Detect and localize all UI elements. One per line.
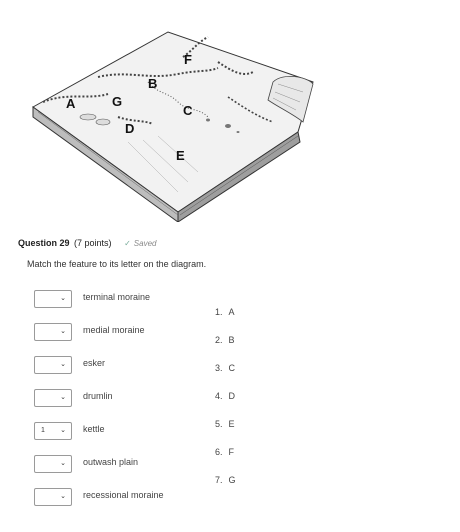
option-item (215, 419, 235, 429)
option-number: 2. (215, 335, 223, 345)
option-number: 4. (215, 391, 223, 401)
kettle-lake (237, 131, 240, 133)
question-points: (7 points) (74, 238, 112, 248)
option-item (215, 475, 236, 485)
match-select-esker[interactable] (34, 356, 72, 374)
term-label: esker (83, 358, 106, 368)
option-letter: D (228, 391, 236, 401)
option-number: 1. (215, 307, 223, 317)
saved-status (124, 239, 156, 248)
term-label: drumlin (83, 391, 113, 401)
option-item (215, 447, 234, 457)
option-number: 7. (215, 475, 223, 485)
glacial-landforms-diagram (28, 22, 328, 222)
match-select-terminal-moraine[interactable] (34, 290, 72, 308)
diagram-letter-f: F (184, 52, 192, 67)
option-number: 3. (215, 363, 223, 373)
question-header (18, 238, 156, 248)
chevron-down-icon: ⌄ (60, 460, 66, 467)
term-label: outwash plain (83, 457, 139, 467)
option-item (215, 335, 235, 345)
match-select-kettle[interactable] (34, 422, 72, 440)
diagram-letter-d: D (125, 121, 135, 136)
check-icon: ✓ (124, 239, 131, 248)
chevron-down-icon: ⌄ (60, 493, 66, 500)
kettle-lake (206, 119, 210, 122)
option-item (215, 391, 235, 401)
option-item (215, 363, 235, 373)
chevron-down-icon: ⌄ (60, 427, 66, 434)
match-select-recessional-moraine[interactable] (34, 488, 72, 506)
diagram-letter-e: E (176, 148, 185, 163)
question-prompt: Match the feature to its letter on the diagram. (27, 259, 207, 269)
option-letter: A (228, 307, 235, 317)
term-label: kettle (83, 424, 105, 434)
chevron-down-icon: ⌄ (60, 394, 66, 401)
option-number: 6. (215, 447, 223, 457)
option-item (215, 307, 235, 317)
term-label: recessional moraine (83, 490, 164, 500)
drumlin (96, 119, 110, 125)
select-value: 1 (41, 427, 45, 434)
diagram-letter-c: C (183, 103, 193, 118)
match-select-medial-moraine[interactable] (34, 323, 72, 341)
question-title: Question 29 (18, 238, 70, 248)
match-select-outwash-plain[interactable] (34, 455, 72, 473)
option-letter: G (228, 475, 236, 485)
option-letter: C (228, 363, 236, 373)
drumlin (80, 114, 96, 120)
match-select-drumlin[interactable] (34, 389, 72, 407)
chevron-down-icon: ⌄ (60, 295, 66, 302)
saved-label: Saved (133, 239, 157, 248)
option-letter: E (228, 419, 235, 429)
diagram-letter-a: A (66, 96, 76, 111)
term-label: terminal moraine (83, 292, 151, 302)
chevron-down-icon: ⌄ (60, 361, 66, 368)
option-number: 5. (215, 419, 223, 429)
kettle-lake (225, 124, 231, 128)
option-letter: B (228, 335, 235, 345)
term-label: medial moraine (83, 325, 145, 335)
chevron-down-icon: ⌄ (60, 328, 66, 335)
diagram-letter-g: G (112, 94, 123, 109)
diagram-letter-b: B (148, 76, 158, 91)
option-letter: F (228, 447, 235, 457)
